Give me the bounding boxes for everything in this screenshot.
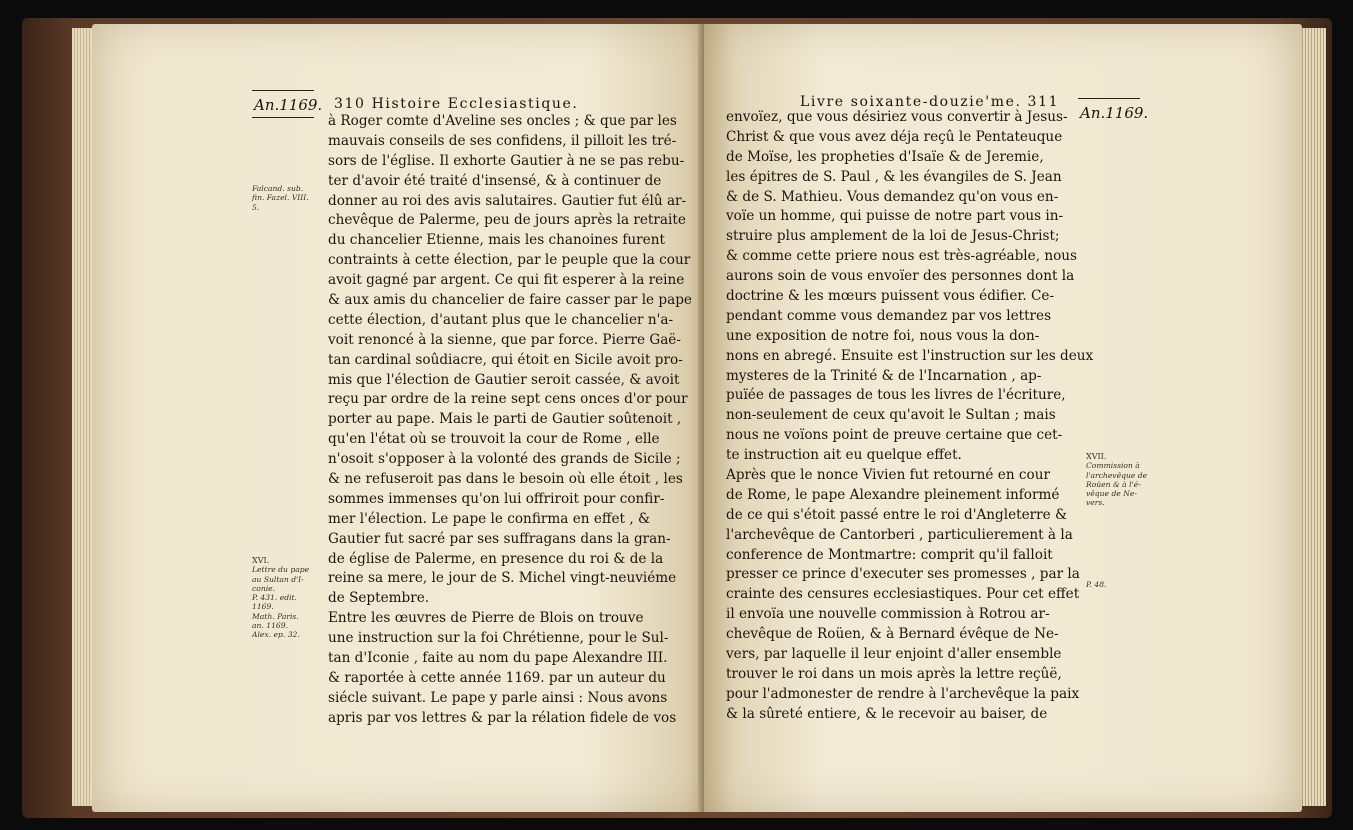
margin-note-line: Falcand. sub. — [252, 184, 304, 193]
text-line: & comme cette priere nous est très-agréable, nous — [726, 248, 1078, 265]
margin-note-line: 1169. — [252, 602, 274, 612]
margin-note-line: vêque de Ne- — [1086, 489, 1137, 499]
right-page-year: An.1169. — [1080, 104, 1149, 122]
text-line: Gautier fut sacré par ses suffragans dans la gran- — [328, 530, 671, 547]
text-line: & raportée à cette année 1169. par un auteur du — [328, 669, 666, 686]
text-line: & aux amis du chancelier de faire casser par le pape — [328, 292, 692, 309]
text-line: mysteres de la Trinité & de l'Incarnation , ap- — [726, 367, 1042, 384]
text-line: de Moïse, les propheties d'Isaïe & de Jeremie, — [726, 148, 1044, 165]
text-line: Christ & que vous avez déja reçû le Pentateuque — [726, 128, 1063, 145]
text-line: de Septembre. — [328, 590, 430, 607]
margin-note-line: fin. Fazel. VIII. — [252, 193, 309, 203]
left-page-year: An.1169. — [254, 96, 323, 114]
left-page-body — [328, 112, 706, 729]
text-line: mis que l'élection de Gautier seroit cassée, & avoit — [328, 371, 680, 388]
open-book — [22, 18, 1332, 818]
right-page-body — [726, 108, 1094, 725]
margin-note-line: l'archevêque de — [1086, 470, 1148, 480]
margin-note-line: Roüen & à l'é- — [1086, 479, 1141, 489]
text-line: & ne refuseroit pas dans le besoin où elle étoit , les — [328, 471, 683, 488]
page-edges-right — [1300, 28, 1326, 806]
text-line: tan d'Iconie , faite au nom du pape Alexandre III. — [328, 650, 668, 667]
text-line: de Rome, le pape Alexandre pleinement informé — [726, 486, 1060, 503]
text-line: l'archevêque de Cantorberi , particulierement à la — [726, 526, 1073, 543]
text-line: reçu par ordre de la reine sept cens onces d'or pour — [328, 391, 688, 408]
text-line: de ce qui s'étoit passé entre le roi d'Angleterre & — [726, 506, 1068, 523]
text-line: contraints à cette élection, par le peuple que la cour — [328, 252, 691, 269]
text-line: une instruction sur la foi Chrétienne, pour le Sul- — [328, 630, 669, 647]
text-line: à Roger comte d'Aveline ses oncles ; & que par les — [328, 113, 677, 129]
page-edges-left — [72, 28, 94, 806]
text-line: struire plus amplement de la loi de Jesus-Christ; — [726, 228, 1060, 245]
right-year-rule-top — [1078, 98, 1140, 99]
text-line: pour l'admonester de rendre à l'archevêque la paix — [726, 685, 1080, 702]
text-line: vers, par laquelle il leur enjoint d'aller ensemble — [726, 646, 1062, 663]
margin-note-line: conie. — [252, 583, 276, 593]
text-line: mauvais conseils de ses confidens, il pilloit les tré- — [328, 132, 677, 149]
margin-note-line: Alex. ep. 32. — [252, 630, 300, 640]
text-line: & de S. Mathieu. Vous demandez qu'on vous en- — [726, 188, 1059, 205]
text-line: doctrine & les mœurs puissent vous édifier. Ce- — [726, 288, 1055, 305]
text-line: Après que le nonce Vivien fut retourné en cour — [726, 467, 1050, 484]
margin-note-line: an. 1169. — [252, 621, 288, 631]
text-line: apris par vos lettres & par la rélation fidele de vos — [328, 709, 677, 726]
text-line: du chancelier Etienne, mais les chanoines furent — [328, 232, 665, 249]
right-margin-note-page-ref — [1086, 580, 1148, 589]
text-line: Entre les œuvres de Pierre de Blois on trouve — [328, 610, 644, 627]
text-line: les épitres de S. Paul , & les évangiles de S. Jean — [726, 168, 1062, 185]
text-line: donner au roi des avis salutaires. Gautier fut élû ar- — [328, 192, 687, 209]
text-line: pendant comme vous demandez par vos lettres — [726, 307, 1052, 324]
text-line: cette élection, d'autant plus que le chancelier n'a- — [328, 311, 674, 328]
text-line: chevêque de Roüen, & à Bernard évêque de Ne- — [726, 626, 1059, 643]
text-line: tan cardinal soûdiacre, qui étoit en Sicile avoit pro- — [328, 351, 683, 368]
text-line: voit renoncé à la sienne, que par force. Pierre Gaë- — [328, 331, 681, 348]
margin-note-line: Math. Paris. — [252, 611, 299, 621]
margin-note-line: au Sultan d'I- — [252, 574, 304, 584]
text-line: & la sûreté entiere, & le recevoir au baiser, de — [726, 705, 1048, 722]
left-running-header: 310 Histoire Ecclesiastique. — [334, 96, 579, 112]
text-line: nous ne voïons point de preuve certaine que cet- — [726, 427, 1063, 444]
text-line: te instruction ait eu quelque effet. — [726, 447, 962, 464]
text-line: sors de l'église. Il exhorte Gautier à ne se pas rebu- — [328, 152, 685, 169]
margin-note-line: XVI. — [252, 556, 270, 565]
text-line: nons en abregé. Ensuite est l'instruction sur les deux — [726, 347, 1094, 364]
text-line: qu'en l'état où se trouvoit la cour de Rome , elle — [328, 431, 660, 448]
margin-note-line: 5. — [252, 202, 260, 212]
text-line: il envoïa une nouvelle commission à Rotrou ar- — [726, 606, 1050, 623]
text-line: presser ce prince d'executer ses promesses , par la — [726, 566, 1080, 583]
text-line: n'osoit s'opposer à la volonté des grands de Sicile ; — [328, 451, 681, 468]
margin-note-line: P. 48. — [1086, 580, 1107, 589]
text-line: sommes immenses qu'on lui offriroit pour confir- — [328, 490, 665, 507]
margin-note-line: Lettre du pape — [252, 565, 310, 575]
text-line: porter au pape. Mais le parti de Gautier soûtenoit , — [328, 411, 682, 428]
right-margin-note-commission — [1086, 452, 1148, 508]
text-line: une exposition de notre foi, nous vous la don- — [726, 327, 1040, 344]
text-line: trouver le roi dans un mois après la lettre reçûë, — [726, 665, 1062, 682]
text-line: conference de Montmartre: comprit qu'il falloit — [726, 546, 1053, 563]
text-line: crainte des censures ecclesiastiques. Pour cet effet — [726, 586, 1080, 603]
margin-note-line: XVII. — [1086, 452, 1107, 461]
text-line: ter d'avoir été traité d'insensé, & à continuer de — [328, 172, 662, 189]
left-page — [92, 24, 712, 812]
text-line: voïe un homme, qui puisse de notre part vous in- — [726, 208, 1064, 225]
left-year-rule-top — [252, 90, 314, 91]
text-line: aurons soin de vous envoïer des personnes dont la — [726, 268, 1075, 285]
text-line: reine sa mere, le jour de S. Michel vingt-neuviéme — [328, 570, 677, 587]
text-line: avoit gagné par argent. Ce qui fit esperer à la reine — [328, 272, 685, 289]
margin-note-line: vers. — [1086, 498, 1105, 508]
left-margin-note-letter — [252, 556, 314, 640]
text-line: chevêque de Palerme, peu de jours après la retraite — [328, 212, 686, 229]
margin-note-line: Commission à — [1086, 461, 1140, 471]
text-line: non-seulement de ceux qu'avoit le Sultan ; mais — [726, 407, 1056, 424]
left-year-rule-bottom — [252, 117, 314, 118]
right-page — [704, 24, 1302, 812]
left-margin-note-sources — [252, 184, 312, 212]
margin-note-line: P. 431. edit. — [252, 593, 297, 603]
text-line: puïée de passages de tous les livres de l'écriture, — [726, 387, 1066, 404]
text-line: siécle suivant. Le pape y parle ainsi : Nous avons — [328, 689, 668, 706]
text-line: de église de Palerme, en presence du roi & de la — [328, 550, 664, 567]
text-line: envoïez, que vous désiriez vous convertir à Jesus- — [726, 109, 1068, 125]
text-line: mer l'élection. Le pape le confirma en effet , & — [328, 510, 651, 527]
right-running-header: Livre soixante-douzie'me. 311 — [800, 94, 1060, 110]
